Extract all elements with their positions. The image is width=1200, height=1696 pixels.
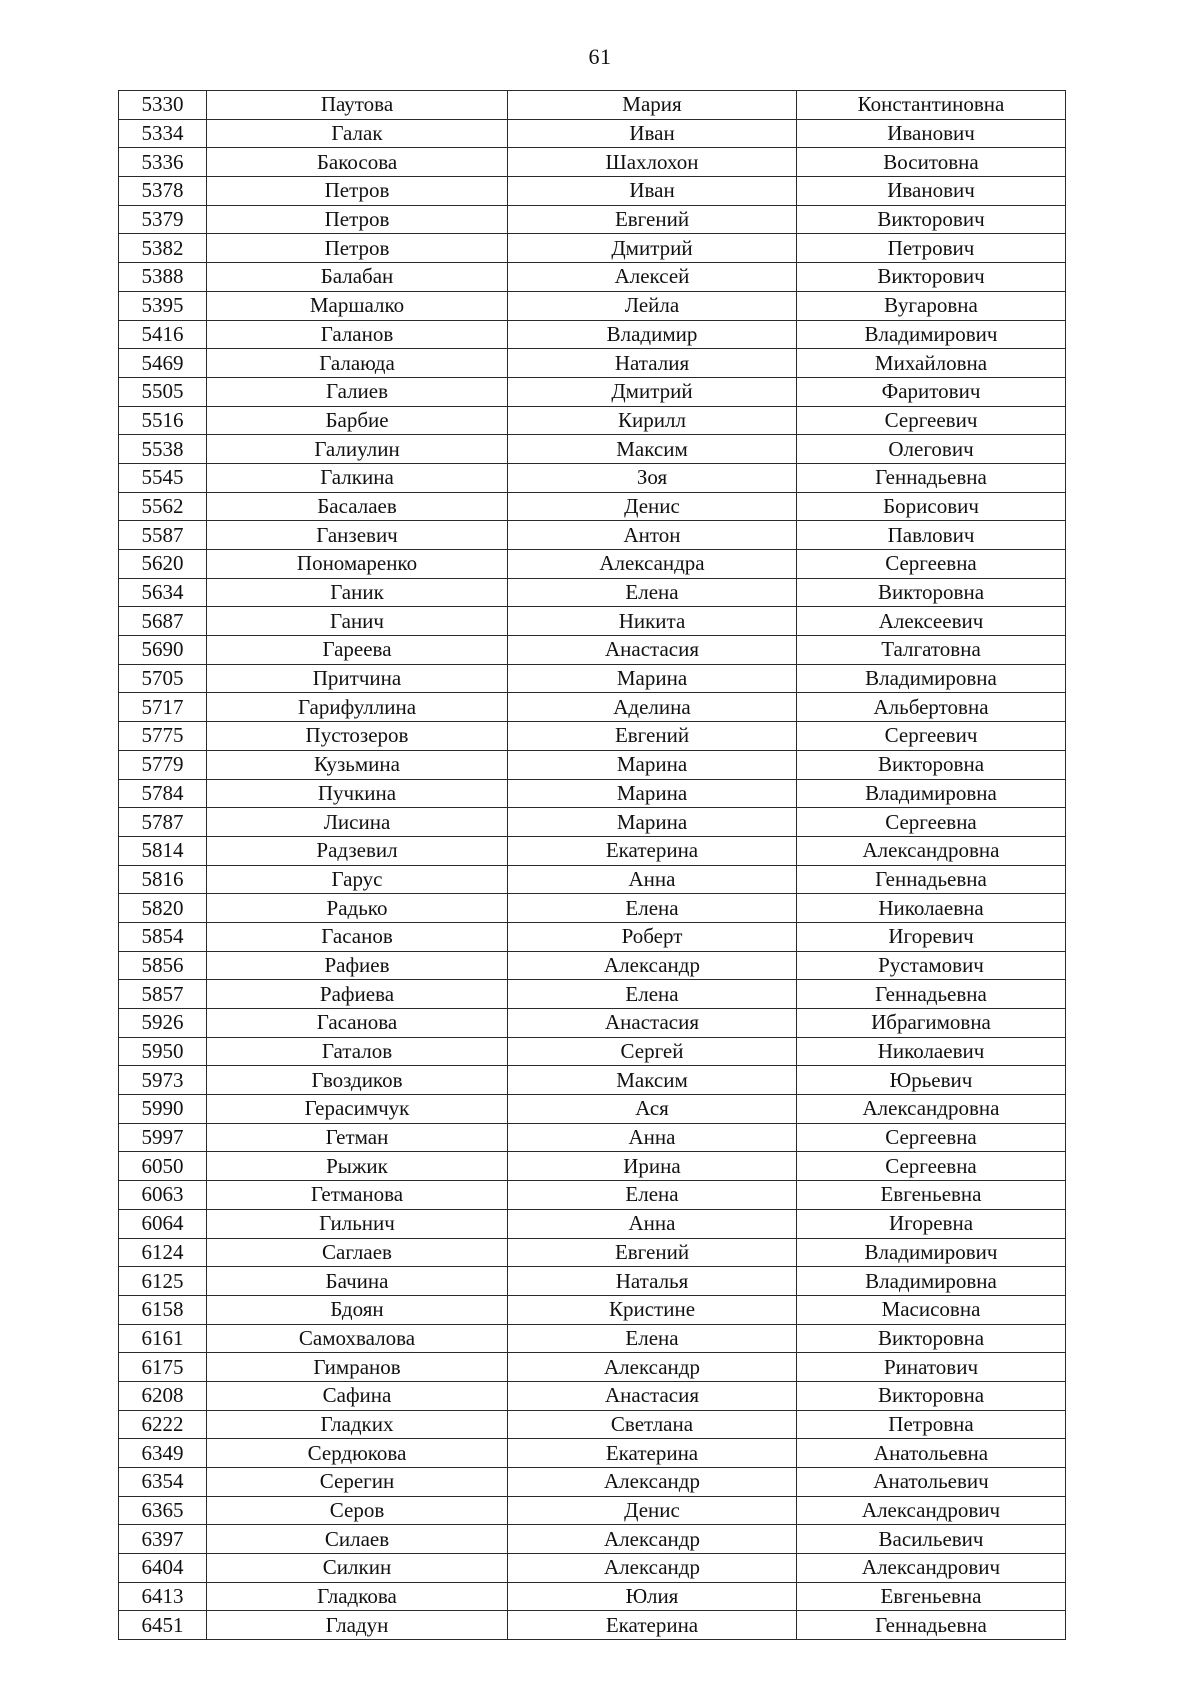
last-name-cell: Паутова — [207, 91, 508, 120]
row-number-cell: 5950 — [119, 1037, 207, 1066]
row-number-cell: 5378 — [119, 177, 207, 206]
first-name-cell: Наталия — [508, 349, 797, 378]
last-name-cell: Бакосова — [207, 148, 508, 177]
first-name-cell: Анастасия — [508, 1009, 797, 1038]
last-name-cell: Гетман — [207, 1123, 508, 1152]
row-number-cell: 5469 — [119, 349, 207, 378]
row-number-cell: 5775 — [119, 722, 207, 751]
patronymic-cell: Николаевна — [797, 894, 1066, 923]
roster-body — [119, 91, 1066, 1640]
patronymic-cell: Викторович — [797, 205, 1066, 234]
row-number-cell: 6451 — [119, 1611, 207, 1640]
first-name-cell: Елена — [508, 980, 797, 1009]
table-row — [119, 578, 1066, 607]
patronymic-cell: Сергеевич — [797, 722, 1066, 751]
first-name-cell: Владимир — [508, 320, 797, 349]
patronymic-cell: Сергеевна — [797, 1123, 1066, 1152]
patronymic-cell: Борисович — [797, 492, 1066, 521]
table-row — [119, 808, 1066, 837]
last-name-cell: Гладун — [207, 1611, 508, 1640]
patronymic-cell: Евгеньевна — [797, 1582, 1066, 1611]
table-row — [119, 463, 1066, 492]
patronymic-cell: Викторовна — [797, 578, 1066, 607]
last-name-cell: Гладких — [207, 1410, 508, 1439]
last-name-cell: Басалаев — [207, 492, 508, 521]
patronymic-cell: Александрович — [797, 1496, 1066, 1525]
row-number-cell: 5857 — [119, 980, 207, 1009]
last-name-cell: Рафиев — [207, 951, 508, 980]
last-name-cell: Галак — [207, 119, 508, 148]
row-number-cell: 6161 — [119, 1324, 207, 1353]
last-name-cell: Гарифуллина — [207, 693, 508, 722]
first-name-cell: Зоя — [508, 463, 797, 492]
patronymic-cell: Вугаровна — [797, 291, 1066, 320]
row-number-cell: 5990 — [119, 1095, 207, 1124]
row-number-cell: 5545 — [119, 463, 207, 492]
table-row — [119, 550, 1066, 579]
last-name-cell: Галкина — [207, 463, 508, 492]
row-number-cell: 6222 — [119, 1410, 207, 1439]
first-name-cell: Марина — [508, 664, 797, 693]
patronymic-cell: Викторович — [797, 263, 1066, 292]
row-number-cell: 6404 — [119, 1554, 207, 1583]
last-name-cell: Пучкина — [207, 779, 508, 808]
first-name-cell: Марина — [508, 808, 797, 837]
table-row — [119, 1381, 1066, 1410]
last-name-cell: Гильнич — [207, 1209, 508, 1238]
first-name-cell: Евгений — [508, 1238, 797, 1267]
table-row — [119, 894, 1066, 923]
row-number-cell: 5516 — [119, 406, 207, 435]
row-number-cell: 5388 — [119, 263, 207, 292]
row-number-cell: 5334 — [119, 119, 207, 148]
patronymic-cell: Игоревна — [797, 1209, 1066, 1238]
patronymic-cell: Владимировна — [797, 1267, 1066, 1296]
table-row — [119, 177, 1066, 206]
row-number-cell: 5330 — [119, 91, 207, 120]
last-name-cell: Барбие — [207, 406, 508, 435]
first-name-cell: Юлия — [508, 1582, 797, 1611]
last-name-cell: Галаюда — [207, 349, 508, 378]
last-name-cell: Рыжик — [207, 1152, 508, 1181]
row-number-cell: 6125 — [119, 1267, 207, 1296]
row-number-cell: 5854 — [119, 922, 207, 951]
last-name-cell: Гетманова — [207, 1181, 508, 1210]
first-name-cell: Иван — [508, 119, 797, 148]
patronymic-cell: Воситовна — [797, 148, 1066, 177]
patronymic-cell: Владимировна — [797, 664, 1066, 693]
last-name-cell: Петров — [207, 177, 508, 206]
patronymic-cell: Анатольевна — [797, 1439, 1066, 1468]
first-name-cell: Кристине — [508, 1295, 797, 1324]
last-name-cell: Серов — [207, 1496, 508, 1525]
page-number: 61 — [588, 44, 612, 69]
table-row — [119, 1324, 1066, 1353]
table-row — [119, 1496, 1066, 1525]
table-row — [119, 1295, 1066, 1324]
last-name-cell: Саглаев — [207, 1238, 508, 1267]
table-row — [119, 521, 1066, 550]
table-row — [119, 119, 1066, 148]
first-name-cell: Александр — [508, 1468, 797, 1497]
row-number-cell: 5336 — [119, 148, 207, 177]
last-name-cell: Петров — [207, 234, 508, 263]
row-number-cell: 5505 — [119, 377, 207, 406]
row-number-cell: 6124 — [119, 1238, 207, 1267]
patronymic-cell: Викторовна — [797, 1324, 1066, 1353]
first-name-cell: Александр — [508, 1554, 797, 1583]
first-name-cell: Елена — [508, 1181, 797, 1210]
table-row — [119, 320, 1066, 349]
last-name-cell: Сафина — [207, 1381, 508, 1410]
table-row — [119, 1095, 1066, 1124]
last-name-cell: Притчина — [207, 664, 508, 693]
patronymic-cell: Алексеевич — [797, 607, 1066, 636]
table-row — [119, 148, 1066, 177]
first-name-cell: Иван — [508, 177, 797, 206]
table-row — [119, 1525, 1066, 1554]
first-name-cell: Дмитрий — [508, 377, 797, 406]
patronymic-cell: Масисовна — [797, 1295, 1066, 1324]
first-name-cell: Анна — [508, 865, 797, 894]
table-row — [119, 664, 1066, 693]
last-name-cell: Кузьмина — [207, 750, 508, 779]
first-name-cell: Антон — [508, 521, 797, 550]
last-name-cell: Радзевил — [207, 836, 508, 865]
last-name-cell: Гасанов — [207, 922, 508, 951]
row-number-cell: 6413 — [119, 1582, 207, 1611]
patronymic-cell: Михайловна — [797, 349, 1066, 378]
first-name-cell: Анна — [508, 1209, 797, 1238]
table-row — [119, 1066, 1066, 1095]
first-name-cell: Шахлохон — [508, 148, 797, 177]
first-name-cell: Аделина — [508, 693, 797, 722]
roster-table — [118, 90, 1066, 1640]
patronymic-cell: Сергеевна — [797, 550, 1066, 579]
first-name-cell: Евгений — [508, 205, 797, 234]
table-row — [119, 951, 1066, 980]
first-name-cell: Анна — [508, 1123, 797, 1152]
first-name-cell: Максим — [508, 1066, 797, 1095]
row-number-cell: 5705 — [119, 664, 207, 693]
table-row — [119, 349, 1066, 378]
patronymic-cell: Евгеньевна — [797, 1181, 1066, 1210]
patronymic-cell: Владимирович — [797, 1238, 1066, 1267]
row-number-cell: 5538 — [119, 435, 207, 464]
row-number-cell: 5587 — [119, 521, 207, 550]
row-number-cell: 6349 — [119, 1439, 207, 1468]
table-row — [119, 922, 1066, 951]
first-name-cell: Никита — [508, 607, 797, 636]
patronymic-cell: Сергеевна — [797, 1152, 1066, 1181]
patronymic-cell: Олегович — [797, 435, 1066, 464]
row-number-cell: 6064 — [119, 1209, 207, 1238]
table-row — [119, 836, 1066, 865]
row-number-cell: 5562 — [119, 492, 207, 521]
last-name-cell: Ганич — [207, 607, 508, 636]
last-name-cell: Пономаренко — [207, 550, 508, 579]
first-name-cell: Лейла — [508, 291, 797, 320]
row-number-cell: 5973 — [119, 1066, 207, 1095]
patronymic-cell: Александровна — [797, 836, 1066, 865]
table-row — [119, 1037, 1066, 1066]
patronymic-cell: Рустамович — [797, 951, 1066, 980]
table-row — [119, 607, 1066, 636]
first-name-cell: Светлана — [508, 1410, 797, 1439]
table-row — [119, 693, 1066, 722]
table-row — [119, 435, 1066, 464]
row-number-cell: 6063 — [119, 1181, 207, 1210]
patronymic-cell: Фаритович — [797, 377, 1066, 406]
patronymic-cell: Геннадьевна — [797, 1611, 1066, 1640]
row-number-cell: 5379 — [119, 205, 207, 234]
table-row — [119, 636, 1066, 665]
row-number-cell: 6158 — [119, 1295, 207, 1324]
patronymic-cell: Владимировна — [797, 779, 1066, 808]
last-name-cell: Гвоздиков — [207, 1066, 508, 1095]
patronymic-cell: Геннадьевна — [797, 865, 1066, 894]
row-number-cell: 5779 — [119, 750, 207, 779]
row-number-cell: 5687 — [119, 607, 207, 636]
patronymic-cell: Александрович — [797, 1554, 1066, 1583]
first-name-cell: Елена — [508, 894, 797, 923]
last-name-cell: Лисина — [207, 808, 508, 837]
first-name-cell: Александр — [508, 1525, 797, 1554]
first-name-cell: Екатерина — [508, 1439, 797, 1468]
first-name-cell: Ирина — [508, 1152, 797, 1181]
patronymic-cell: Александровна — [797, 1095, 1066, 1124]
first-name-cell: Александра — [508, 550, 797, 579]
patronymic-cell: Ринатович — [797, 1353, 1066, 1382]
patronymic-cell: Владимирович — [797, 320, 1066, 349]
patronymic-cell: Талгатовна — [797, 636, 1066, 665]
last-name-cell: Пустозеров — [207, 722, 508, 751]
row-number-cell: 6050 — [119, 1152, 207, 1181]
table-row — [119, 406, 1066, 435]
table-row — [119, 750, 1066, 779]
row-number-cell: 6365 — [119, 1496, 207, 1525]
patronymic-cell: Анатольевич — [797, 1468, 1066, 1497]
last-name-cell: Галиулин — [207, 435, 508, 464]
patronymic-cell: Петрович — [797, 234, 1066, 263]
patronymic-cell: Константиновна — [797, 91, 1066, 120]
patronymic-cell: Викторовна — [797, 750, 1066, 779]
row-number-cell: 5620 — [119, 550, 207, 579]
table-row — [119, 980, 1066, 1009]
row-number-cell: 6208 — [119, 1381, 207, 1410]
row-number-cell: 5382 — [119, 234, 207, 263]
patronymic-cell: Сергеевна — [797, 808, 1066, 837]
last-name-cell: Гарус — [207, 865, 508, 894]
row-number-cell: 5926 — [119, 1009, 207, 1038]
table-row — [119, 291, 1066, 320]
patronymic-cell: Васильевич — [797, 1525, 1066, 1554]
patronymic-cell: Ибрагимовна — [797, 1009, 1066, 1038]
first-name-cell: Екатерина — [508, 1611, 797, 1640]
first-name-cell: Марина — [508, 750, 797, 779]
table-row — [119, 1152, 1066, 1181]
first-name-cell: Евгений — [508, 722, 797, 751]
first-name-cell: Елена — [508, 1324, 797, 1353]
table-row — [119, 1009, 1066, 1038]
first-name-cell: Денис — [508, 492, 797, 521]
patronymic-cell: Павлович — [797, 521, 1066, 550]
first-name-cell: Александр — [508, 1353, 797, 1382]
last-name-cell: Балабан — [207, 263, 508, 292]
table-row — [119, 722, 1066, 751]
row-number-cell: 5784 — [119, 779, 207, 808]
first-name-cell: Екатерина — [508, 836, 797, 865]
patronymic-cell: Николаевич — [797, 1037, 1066, 1066]
last-name-cell: Сердюкова — [207, 1439, 508, 1468]
first-name-cell: Ася — [508, 1095, 797, 1124]
patronymic-cell: Юрьевич — [797, 1066, 1066, 1095]
table-row — [119, 1582, 1066, 1611]
row-number-cell: 5690 — [119, 636, 207, 665]
table-row — [119, 205, 1066, 234]
table-row — [119, 234, 1066, 263]
first-name-cell: Кирилл — [508, 406, 797, 435]
first-name-cell: Дмитрий — [508, 234, 797, 263]
last-name-cell: Серегин — [207, 1468, 508, 1497]
table-row — [119, 1554, 1066, 1583]
last-name-cell: Силкин — [207, 1554, 508, 1583]
patronymic-cell: Геннадьевна — [797, 980, 1066, 1009]
table-row — [119, 1181, 1066, 1210]
first-name-cell: Наталья — [508, 1267, 797, 1296]
last-name-cell: Гладкова — [207, 1582, 508, 1611]
row-number-cell: 5816 — [119, 865, 207, 894]
first-name-cell: Сергей — [508, 1037, 797, 1066]
first-name-cell: Алексей — [508, 263, 797, 292]
last-name-cell: Гареева — [207, 636, 508, 665]
row-number-cell: 5820 — [119, 894, 207, 923]
last-name-cell: Ганик — [207, 578, 508, 607]
row-number-cell: 5814 — [119, 836, 207, 865]
last-name-cell: Самохвалова — [207, 1324, 508, 1353]
row-number-cell: 6175 — [119, 1353, 207, 1382]
table-row — [119, 1238, 1066, 1267]
table-row — [119, 1209, 1066, 1238]
first-name-cell: Марина — [508, 779, 797, 808]
first-name-cell: Мария — [508, 91, 797, 120]
last-name-cell: Маршалко — [207, 291, 508, 320]
last-name-cell: Бдоян — [207, 1295, 508, 1324]
patronymic-cell: Иванович — [797, 119, 1066, 148]
last-name-cell: Рафиева — [207, 980, 508, 1009]
table-row — [119, 1410, 1066, 1439]
last-name-cell: Галиев — [207, 377, 508, 406]
first-name-cell: Денис — [508, 1496, 797, 1525]
patronymic-cell: Сергеевич — [797, 406, 1066, 435]
last-name-cell: Радько — [207, 894, 508, 923]
table-row — [119, 492, 1066, 521]
last-name-cell: Гаталов — [207, 1037, 508, 1066]
last-name-cell: Галанов — [207, 320, 508, 349]
last-name-cell: Силаев — [207, 1525, 508, 1554]
patronymic-cell: Викторовна — [797, 1381, 1066, 1410]
first-name-cell: Елена — [508, 578, 797, 607]
first-name-cell: Максим — [508, 435, 797, 464]
patronymic-cell: Геннадьевна — [797, 463, 1066, 492]
row-number-cell: 5634 — [119, 578, 207, 607]
first-name-cell: Александр — [508, 951, 797, 980]
first-name-cell: Анастасия — [508, 636, 797, 665]
row-number-cell: 5717 — [119, 693, 207, 722]
row-number-cell: 6397 — [119, 1525, 207, 1554]
table-row — [119, 91, 1066, 120]
row-number-cell: 5395 — [119, 291, 207, 320]
row-number-cell: 5856 — [119, 951, 207, 980]
row-number-cell: 5416 — [119, 320, 207, 349]
table-row — [119, 865, 1066, 894]
patronymic-cell: Альбертовна — [797, 693, 1066, 722]
last-name-cell: Бачина — [207, 1267, 508, 1296]
last-name-cell: Гасанова — [207, 1009, 508, 1038]
row-number-cell: 5787 — [119, 808, 207, 837]
last-name-cell: Герасимчук — [207, 1095, 508, 1124]
patronymic-cell: Игоревич — [797, 922, 1066, 951]
table-row — [119, 1267, 1066, 1296]
last-name-cell: Гимранов — [207, 1353, 508, 1382]
first-name-cell: Роберт — [508, 922, 797, 951]
table-row — [119, 1123, 1066, 1152]
table-row — [119, 377, 1066, 406]
patronymic-cell: Иванович — [797, 177, 1066, 206]
table-row — [119, 1439, 1066, 1468]
first-name-cell: Анастасия — [508, 1381, 797, 1410]
table-row — [119, 779, 1066, 808]
last-name-cell: Ганзевич — [207, 521, 508, 550]
patronymic-cell: Петровна — [797, 1410, 1066, 1439]
last-name-cell: Петров — [207, 205, 508, 234]
row-number-cell: 6354 — [119, 1468, 207, 1497]
row-number-cell: 5997 — [119, 1123, 207, 1152]
table-row — [119, 1353, 1066, 1382]
table-row — [119, 263, 1066, 292]
table-row — [119, 1468, 1066, 1497]
table-row — [119, 1611, 1066, 1640]
